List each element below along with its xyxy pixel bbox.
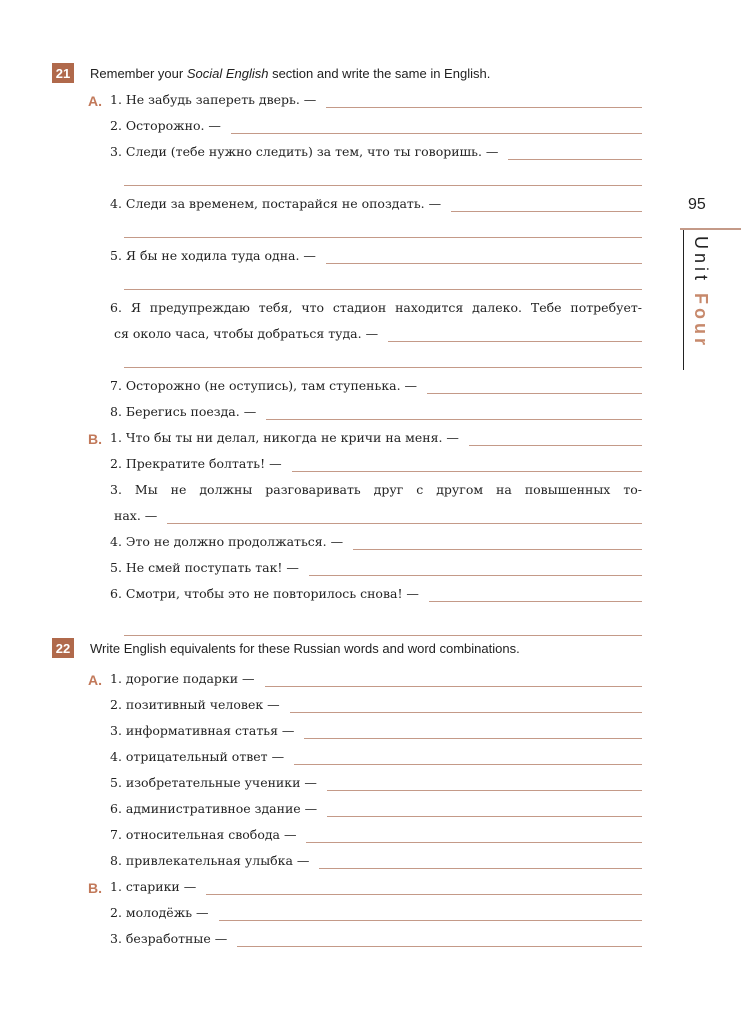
prompt: 1. старики — [110,879,197,894]
answer-line[interactable] [294,764,642,765]
prompt: 3. Мы не должны разговаривать друг с другом на повышенных то- [110,482,642,497]
prompt: 4. отрицательный ответ — [110,749,285,764]
prompt: 8. Берегись поезда. — [110,404,257,419]
page-number: 95 [688,196,706,213]
prompt: 5. Я бы не ходила туда одна. — [110,248,316,263]
section-letter: B. [88,431,102,447]
exercise-instruction: Write English equivalents for these Russian words and word combinations. [90,640,520,656]
prompt: 2. молодёжь — [110,905,209,920]
answer-line[interactable] [219,920,643,921]
instr-text: section and write the same in English. [268,65,491,81]
answer-line[interactable] [319,868,642,869]
instr-text: Remember your [90,65,187,81]
exercise-21-header [52,63,490,83]
answer-line[interactable] [326,107,642,108]
answer-line[interactable] [327,790,642,791]
answer-line[interactable] [388,341,642,342]
prompt: 5. Не смей поступать так! — [110,560,299,575]
prompt: 6. административное здание — [110,801,318,816]
answer-line[interactable] [292,471,642,472]
exercise-instruction [90,66,490,81]
instr-emphasis: Social English [186,65,269,81]
section-letter: B. [88,880,102,896]
answer-line[interactable] [124,367,642,368]
prompt: 1. Что бы ты ни делал, никогда не кричи на меня. — [110,430,459,445]
answer-line[interactable] [265,686,642,687]
answer-line[interactable] [508,159,642,160]
exercise-21-items [86,86,642,640]
prompt: 4. Это не должно продолжаться. — [110,534,344,549]
section-letter: A. [88,93,102,109]
answer-line[interactable] [167,523,642,524]
exercise-number-badge: 22 [52,638,74,658]
prompt: 3. безработные — [110,931,228,946]
prompt: 1. Не забудь запереть дверь. — [110,92,317,107]
answer-line[interactable] [231,133,642,134]
answer-line[interactable] [327,816,642,817]
unit-word: Unit [691,236,711,285]
prompt: 7. относительная свобода — [110,827,297,842]
prompt: 6. Я предупреждаю тебя, что стадион находится далеко. Тебе потребует- [110,300,642,315]
answer-line[interactable] [309,575,642,576]
answer-line[interactable] [304,738,642,739]
answer-line[interactable] [237,946,642,947]
prompt: 4. Следи за временем, постарайся не опоздать. — [110,196,442,211]
prompt: 2. позитивный человек — [110,697,280,712]
answer-line[interactable] [266,419,642,420]
exercise-22-header [52,638,520,658]
unit-label [690,236,711,349]
answer-line[interactable] [353,549,642,550]
prompt: 6. Смотри, чтобы это не повторилось снова! — [110,586,419,601]
answer-line[interactable] [427,393,642,394]
prompt: 3. информативная статья — [110,723,295,738]
exercise-22-items [86,665,642,951]
prompt: 2. Осторожно. — [110,118,221,133]
prompt: 7. Осторожно (не оступись), там ступенька. — [110,378,418,393]
prompt: ся около часа, чтобы добраться туда. — [114,326,379,341]
prompt: 5. изобретательные ученики — [110,775,317,790]
answer-line[interactable] [124,185,642,186]
answer-line[interactable] [469,445,642,446]
exercise-number-badge: 21 [52,63,74,83]
answer-line[interactable] [306,842,642,843]
answer-line[interactable] [124,237,642,238]
prompt: 2. Прекратите болтать! — [110,456,282,471]
divider [683,230,684,370]
answer-line[interactable] [290,712,642,713]
answer-line[interactable] [429,601,642,602]
prompt: 1. дорогие подарки — [110,671,255,686]
answer-line[interactable] [124,635,642,636]
answer-line[interactable] [124,289,642,290]
prompt: 3. Следи (тебе нужно следить) за тем, что ты говоришь. — [110,144,499,159]
divider [680,228,741,230]
unit-name: Four [691,293,711,350]
answer-line[interactable] [451,211,642,212]
prompt: нах. — [114,508,158,523]
section-letter: A. [88,672,102,688]
prompt: 8. привлекательная улыбка — [110,853,310,868]
answer-line[interactable] [206,894,642,895]
answer-line[interactable] [326,263,642,264]
